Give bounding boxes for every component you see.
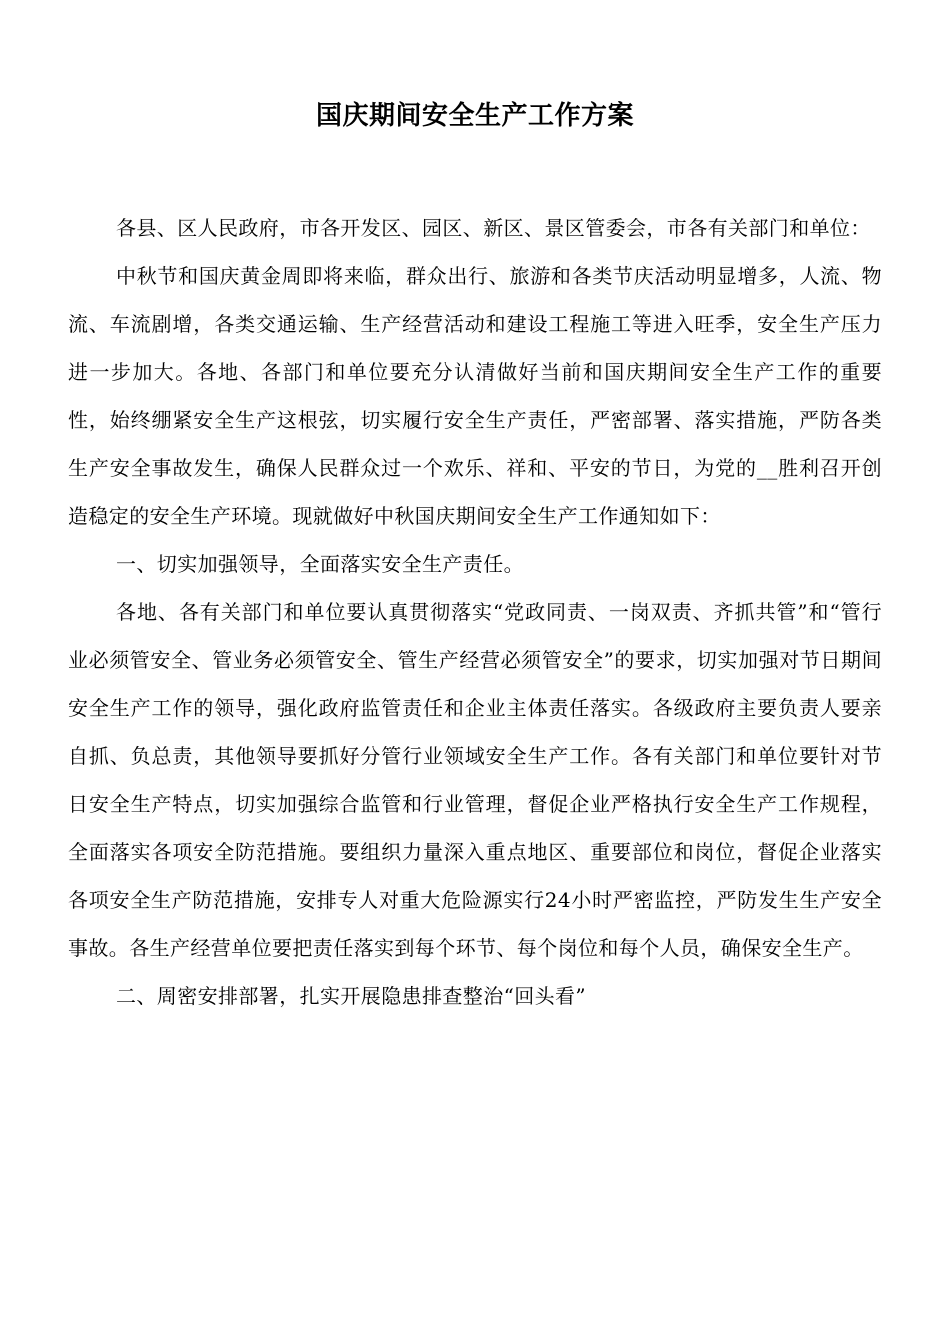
intro-paragraph: 中秋节和国庆黄金周即将来临，群众出行、旅游和各类节庆活动明显增多，人流、物流、车流剧增，各类交通运输、生产经营活动和建设工程施工等进入旺季，安全生产压力进一步加大。各地、各部门和单位要充分认清做好当前和国庆期间安全生产工作的重要性，始终绷紧安全生产这根弦，切实履行安全生产责任，严密部署、落实措施，严防各类生产安全事故发生，确保人民群众过一个欢乐、祥和、平安的节日，为党的__胜利召开创造稳定的安全生产环境。现就做好中秋国庆期间安全生产工作通知如下：: [68, 264, 882, 528]
document-title: 国庆期间安全生产工作方案: [315, 101, 634, 131]
section-heading-1: 一、切实加强领导，全面落实安全生产责任。: [116, 552, 524, 576]
document-body: [68, 204, 882, 1020]
section-heading-2: 二、周密安排部署，扎实开展隐患排查整治“回头看”: [116, 984, 587, 1008]
section-1-paragraph: 各地、各有关部门和单位要认真贯彻落实“党政同责、一岗双责、齐抓共管”和“管行业必须管安全、管业务必须管安全、管生产经营必须管安全”的要求，切实加强对节日期间安全生产工作的领导，强化政府监管责任和企业主体责任落实。各级政府主要负责人要亲自抓、负总责，其他领导要抓好分管行业领域安全生产工作。各有关部门和单位要针对节日安全生产特点，切实加强综合监管和行业管理，督促企业严格执行安全生产工作规程，全面落实各项安全防范措施。要组织力量深入重点地区、重要部位和岗位，督促企业落实各项安全生产防范措施，安排专人对重大危险源实行24小时严密监控，严防发生生产安全事故。各生产经营单位要把责任落实到每个环节、每个岗位和每个人员，确保安全生产。: [68, 600, 882, 960]
salutation-paragraph: 各县、区人民政府，市各开发区、园区、新区、景区管委会，市各有关部门和单位：: [116, 216, 871, 240]
